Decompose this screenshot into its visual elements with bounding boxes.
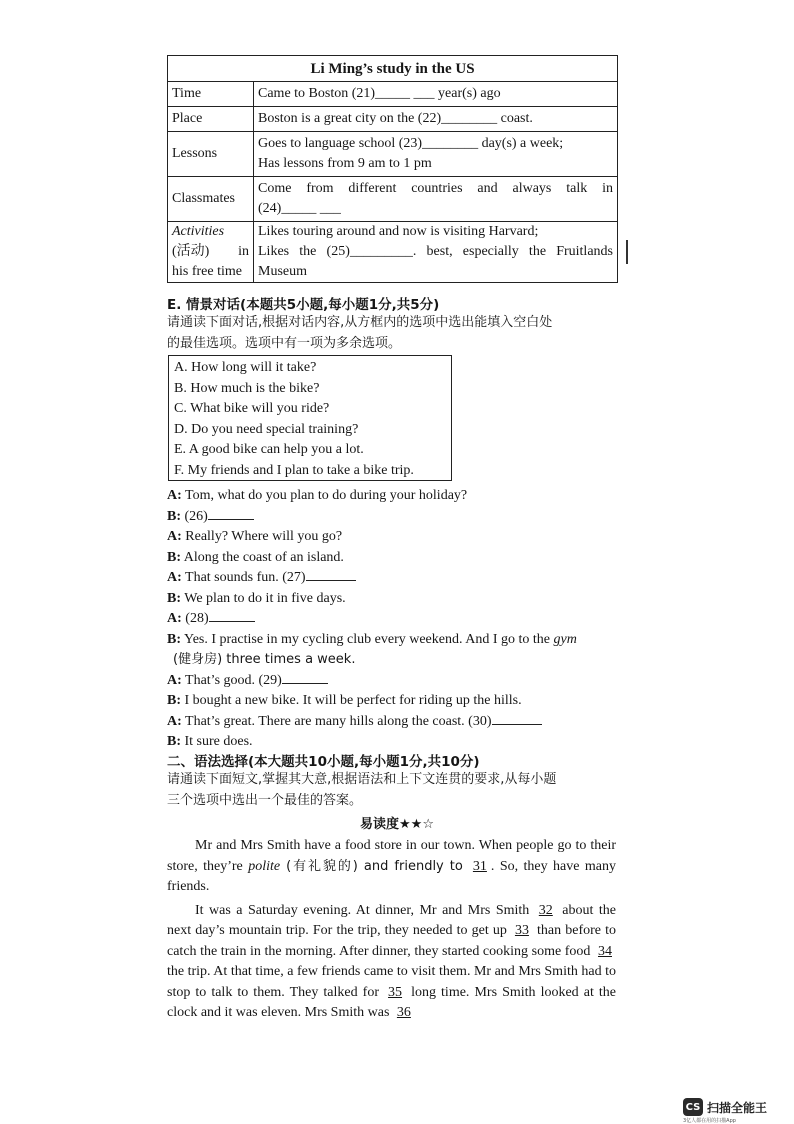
table-row [168,177,618,222]
option-e: E. A good bike can help you a lot. [174,442,364,457]
activities-label-2b: in [238,244,249,259]
option-c: C. What bike will you ride? [174,401,330,416]
dialogue-line: A: That sounds fun. (27) [167,568,621,589]
reading-passage [167,836,616,1027]
answer-blank-30[interactable] [492,712,542,725]
row-content-place: Boston is a great city on the (22)________ coast. [254,107,618,132]
section-e-instr-2: 的最佳选项。选项中有一项为多余选项。 [167,335,402,351]
dialogue-line: B: (26) [167,507,621,528]
row-content-time: Came to Boston (21)_____ ___ year(s) ago [254,82,618,107]
dialogue-line: B: Along the coast of an island. [167,549,344,565]
section-2-instr-1: 请通读下面短文,掌握其大意,根据语法和上下文连贯的要求,从每小题 [167,772,557,787]
row-content-classmates [254,177,618,222]
dialogue-line: B: We plan to do it in five days. [167,590,346,606]
answer-blank-26[interactable] [208,507,254,520]
answer-blank-27[interactable] [306,568,356,581]
section-e-title: E. 情景对话(本题共5小题,每小题1分,共5分) [167,297,440,313]
section-2-title: 二、语法选择(本大题共10小题,每小题1分,共10分) [167,754,480,770]
option-d: D. Do you need special training? [174,421,359,437]
answer-blank-29[interactable] [282,671,328,684]
row-label-place: Place [168,107,254,132]
section-e-instr-1: 请通读下面对话,根据对话内容,从方框内的选项中选出能填入空白处 [167,315,553,330]
blank-33[interactable]: 33 [514,923,529,938]
row-label-activities [168,222,254,283]
row-label-classmates: Classmates [168,177,254,222]
blank-36[interactable]: 36 [396,1005,411,1020]
classmates-line-2: (24)_____ ___ [258,201,341,216]
row-content-lessons [254,132,618,177]
dialogue-line: A: That’s great. There are many hills along the coast. (30) [167,712,621,733]
row-label-time: Time [168,82,254,107]
row-label-lessons: Lessons [168,132,254,177]
table-row [168,132,618,177]
dialogue-line: B: I bought a new bike. It will be perfect for riding up the hills. [167,693,522,708]
passage-paragraph-1: Mr and Mrs Smith have a food store in our town. When people go to their store, they’re polite (有礼貌的) and friendly to 31 . So, they have many friends. [167,838,616,894]
dialogue-line: (健身房) three times a week. [173,652,356,667]
dialogue-line: A: That’s good. (29) [167,671,621,692]
row-content-activities [254,222,618,283]
activities-line-3: Museum [258,264,307,279]
dialogue-line: B: It sure does. [167,734,253,749]
dialogue-line: A: Tom, what do you plan to do during your holiday? [167,488,468,503]
scanner-name: 扫描全能王 [707,1100,768,1115]
study-table [167,55,618,283]
option-f: F. My friends and I plan to take a bike trip. [174,462,414,478]
dialogue-line: A: (28) [167,609,621,630]
activities-label-3: his free time [172,264,242,279]
classmates-line-1: Come from different countries and always talk in [258,181,613,196]
activities-label-1: Activities [172,224,225,239]
scanner-tagline: 3亿人都在用的扫描App [683,1118,736,1124]
blank-34[interactable]: 34 [598,943,612,959]
option-a: A. How long will it take? [174,360,317,375]
edge-mark [626,240,628,264]
option-b: B. How much is the bike? [174,380,320,396]
dialogue [167,486,621,753]
dialogue-line: B: Yes. I practise in my cycling club every weekend. And I go to the gym [167,631,577,647]
table-row [168,222,618,283]
activities-line-1: Likes touring around and now is visiting Harvard; [258,224,539,239]
table-title: Li Ming’s study in the US [168,56,618,82]
lessons-line-2: Has lessons from 9 am to 1 pm [258,156,432,171]
activities-label-2a: (活动) [172,244,210,259]
options-box [168,355,452,481]
lessons-line-1: Goes to language school (23)________ day(s) a week; [258,136,564,151]
blank-35[interactable]: 35 [388,984,403,1000]
table-row [168,82,618,107]
cs-logo-icon: CS [683,1098,703,1116]
blank-31[interactable]: 31 [472,858,487,874]
dialogue-line: A: Really? Where will you go? [167,529,343,544]
activities-line-2: Likes the (25)_________. best, especially the Fruitlands [258,244,613,259]
section-2-header [167,750,619,811]
ease-rating: 易读度★★☆ [360,817,434,832]
section-2-instr-2: 三个选项中选出一个最佳的答案。 [167,792,363,808]
passage-paragraph-2: It was a Saturday evening. At dinner, Mr and Mrs Smith 32 about the next day’s mountain trip. For the trip, they needed to get up 33 than before to catch the train in the morning. After dinner, they started cooking some food 34 the trip. At that time, a few friends came to visit them. Mr and Mrs Smith had to stop to talk to them. They talked for 35 long time. Mrs Smith looked at the clock and it was eleven. Mrs Smith was 36 [167,902,616,1020]
scanner-logo [683,1098,767,1116]
answer-blank-28[interactable] [209,609,255,622]
blank-32[interactable]: 32 [538,902,553,918]
table-row [168,107,618,132]
section-e-header [167,293,619,354]
